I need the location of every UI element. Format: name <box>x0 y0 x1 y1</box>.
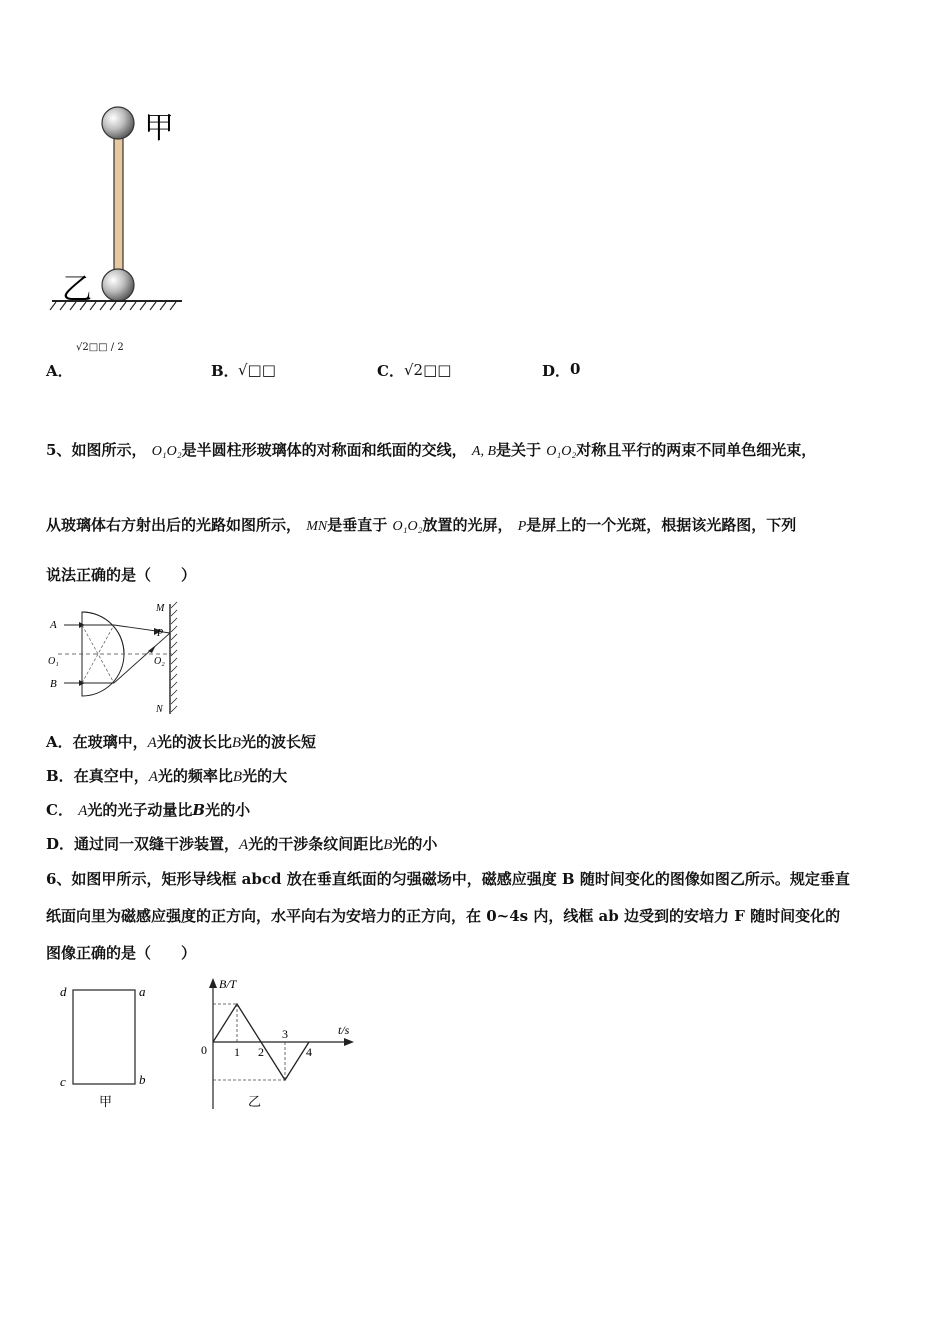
y-axis-arrow <box>209 978 217 988</box>
q6-line1: 6、如图甲所示，矩形导线框 abcd 放在垂直纸面的匀强磁场中，磁感应强度 B 随时间变化的图像如图乙所示。规定垂直 <box>46 870 850 888</box>
y-axis-label: B/T <box>219 977 237 991</box>
rod <box>114 133 123 283</box>
q5-line2: 从玻璃体右方射出后的光路如图所示， MN是垂直于 O₁O₂放置的光屏， P是屏上的一个光斑，根据该光路图，下列 <box>46 516 797 534</box>
label-a: A <box>50 619 57 631</box>
q5-number: 5、 <box>46 441 72 459</box>
q4-option-b-label: B． <box>211 362 239 380</box>
label-a: a <box>139 984 146 999</box>
q4-option-d-expr: 0 <box>570 360 581 378</box>
q5-optics-figure <box>44 598 189 720</box>
q5-line3: 说法正确的是（ ） <box>46 566 197 584</box>
q5-option-a: A．在玻璃中，A光的波长比B光的波长短 <box>46 733 317 751</box>
q5-option-d: D．通过同一双缝干涉装置，A光的干涉条纹间距比B光的小 <box>46 835 438 853</box>
x-tick-label: 2 <box>258 1045 264 1059</box>
q4-option-c-expr: √2□□ <box>404 361 452 379</box>
label-d: d <box>60 984 67 999</box>
var-mn: MN <box>306 519 328 534</box>
q6-line3: 图像正确的是（ ） <box>46 944 197 962</box>
q6-frame-figure <box>55 978 165 1113</box>
var-o1o2: O₁O₂ <box>392 519 423 534</box>
b-t-graph <box>198 974 363 1114</box>
wire-frame-abcd <box>73 990 135 1084</box>
caption-yi: 乙 <box>248 1094 262 1109</box>
x-axis-label: t/s <box>338 1023 350 1037</box>
label-yi: 乙 <box>62 273 92 306</box>
x-tick-label: 3 <box>282 1027 288 1041</box>
var-o1o2: O₁O₂ <box>151 444 182 459</box>
label-jia: 甲 <box>144 112 174 145</box>
q6-line2: 纸面向里为磁感应强度的正方向，水平向右为安培力的正方向，在 0~4s 内，线框 ab 边受到的安培力 F 随时间变化的 <box>46 907 841 925</box>
label-b: B <box>50 678 57 690</box>
q4-option-d-label: D． <box>542 362 571 380</box>
label-m: M <box>156 603 165 614</box>
q5-option-b: B．在真空中，A光的频率比B光的大 <box>46 767 288 785</box>
label-b: b <box>139 1072 146 1087</box>
origin-label: 0 <box>201 1043 207 1057</box>
q4-option-b-expr: √□□ <box>238 361 276 379</box>
label-c: c <box>60 1074 66 1089</box>
q4-options <box>46 340 646 385</box>
q5-line1: 5、如图所示， O₁O₂是半圆柱形玻璃体的对称面和纸面的交线， A, B是关于 O₁O₂对称且平行的两束不同单色细光束， <box>46 441 817 459</box>
label-p: P <box>157 628 164 639</box>
rod-ball-figure <box>40 95 200 320</box>
bottom-ball <box>102 269 134 301</box>
var-p: P <box>517 519 527 534</box>
q4-option-a-label: A． <box>46 362 73 380</box>
q5-option-c: C． A光的光子动量比B光的小 <box>46 801 251 819</box>
x-tick-label: 4 <box>306 1045 312 1059</box>
label-o2: O₂ <box>154 656 165 667</box>
x-tick-label: 1 <box>234 1045 240 1059</box>
var-o1o2: O₁O₂ <box>546 444 577 459</box>
caption-jia: 甲 <box>99 1094 113 1109</box>
q4-a-expr-text: √2□□ / 2 <box>76 342 124 353</box>
q4-option-a-expr <box>76 342 124 353</box>
label-n: N <box>156 704 163 715</box>
top-ball <box>102 107 134 139</box>
q4-option-c-label: C． <box>377 362 404 380</box>
var-ab: A, B <box>471 444 497 459</box>
x-axis-arrow <box>344 1038 354 1046</box>
label-o1: O₁ <box>48 656 59 667</box>
